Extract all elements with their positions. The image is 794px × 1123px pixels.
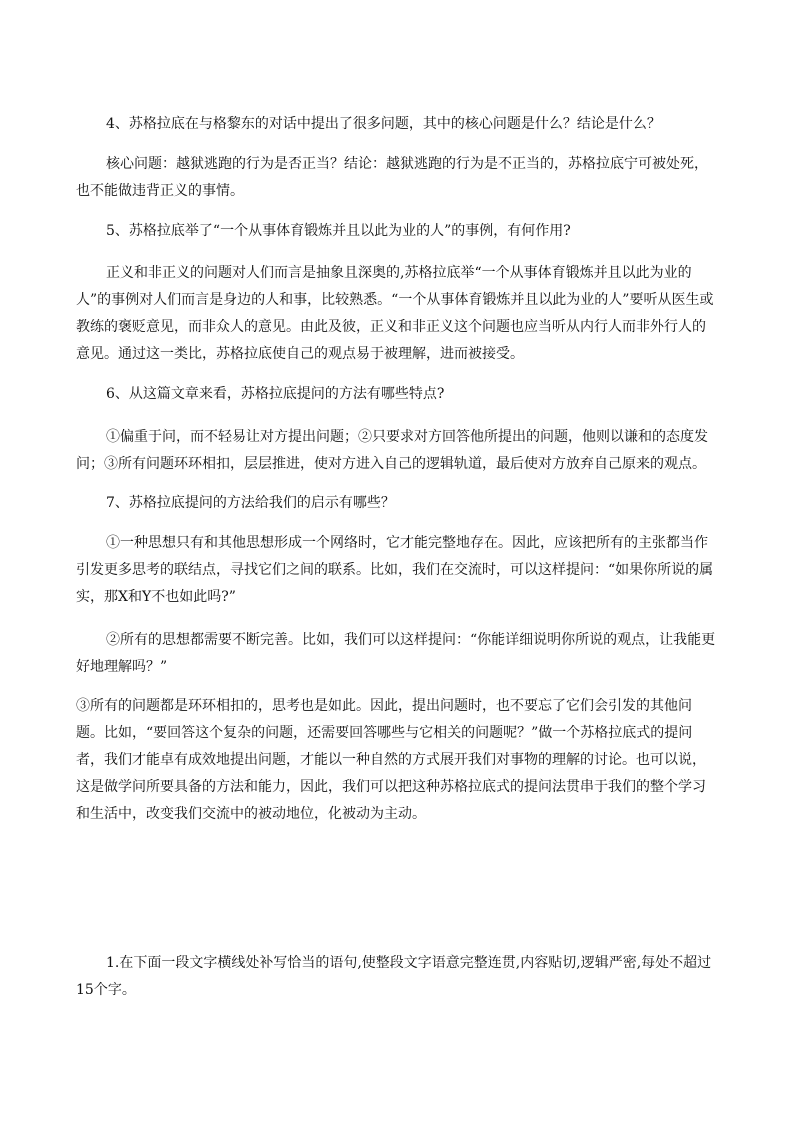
answer-4: 核心问题：越狱逃跑的行为是否正当？结论：越狱逃跑的行为是不正当的，苏格拉底宁可被处死，也不能做违背正义的事情。 (76, 156, 708, 199)
question-6: 6、从这篇文章来看，苏格拉底提问的方法有哪些特点? (106, 386, 445, 402)
answer-6: ①偏重于问，而不轻易让对方提出问题；②只要求对方回答他所提出的问题，他则以谦和的态度发问；③所有问题环环相扣，层层推进，使对方进入自己的逻辑轨道，最后使对方放弃自己原来的观点。 (76, 429, 708, 472)
question-7: 7、苏格拉底提问的方法给我们的启示有哪些？ (106, 495, 395, 511)
question-5: 5、苏格拉底举了“一个从事体育锻炼并且以此为业的人”的事例，有何作用? (106, 223, 571, 239)
answer-7-point-2: ②所有的思想都需要不断完善。比如，我们可以这样提问：“你能详细说明你所说的观点，让我能更好地理解吗？” (76, 632, 716, 675)
answer-7-point-3: ③所有的问题都是环环相扣的，思考也是如此。因此，提出问题时，也不要忘了它们会引发的其他问题。比如，“要回答这个复杂的问题，还需要回答哪些与它相关的问题呢？”做一个苏格拉底式的提问者，我们才能卓有成效地提出问题，才能以一种自然的方式展开我们对事物的理解的讨论。也可以说，这是做学问所要具备的方法和能力，因此，我们可以把这种苏格拉底式的提问法贯串于我们的整个学习和生活中，改变我们交流中的被动地位，化被动为主动。 (76, 698, 706, 822)
answer-7-point-1: ①一种思想只有和其他思想形成一个网络时，它才能完整地存在。因此，应该把所有的主张都当作引发更多思考的联结点，寻找它们之间的联系。比如，我们在交流时，可以这样提问：“如果你所说的属实，那X和Y不也如此吗?” (76, 535, 714, 605)
exercise-1: 1.在下面一段文字横线处补写恰当的语句,使整段文字语意完整连贯,内容贴切,逻辑严密,每处不超过15个字。 (76, 955, 712, 998)
answer-5: 正义和非正义的问题对人们而言是抽象且深奥的,苏格拉底举“一个从事体育锻炼并且以此为业的人”的事例对人们而言是身边的人和事，比较熟悉。“一个从事体育锻炼并且以此为业的人”要听从医生或教练的褒贬意见，而非众人的意见。由此及彼，正义和非正义这个问题也应当听从内行人而非外行人的意见。通过这一类比，苏格拉底使自己的观点易于被理解，进而被接受。 (76, 265, 714, 362)
question-4: 4、苏格拉底在与格黎东的对话中提出了很多问题，其中的核心问题是什么？结论是什么？ (106, 116, 661, 132)
